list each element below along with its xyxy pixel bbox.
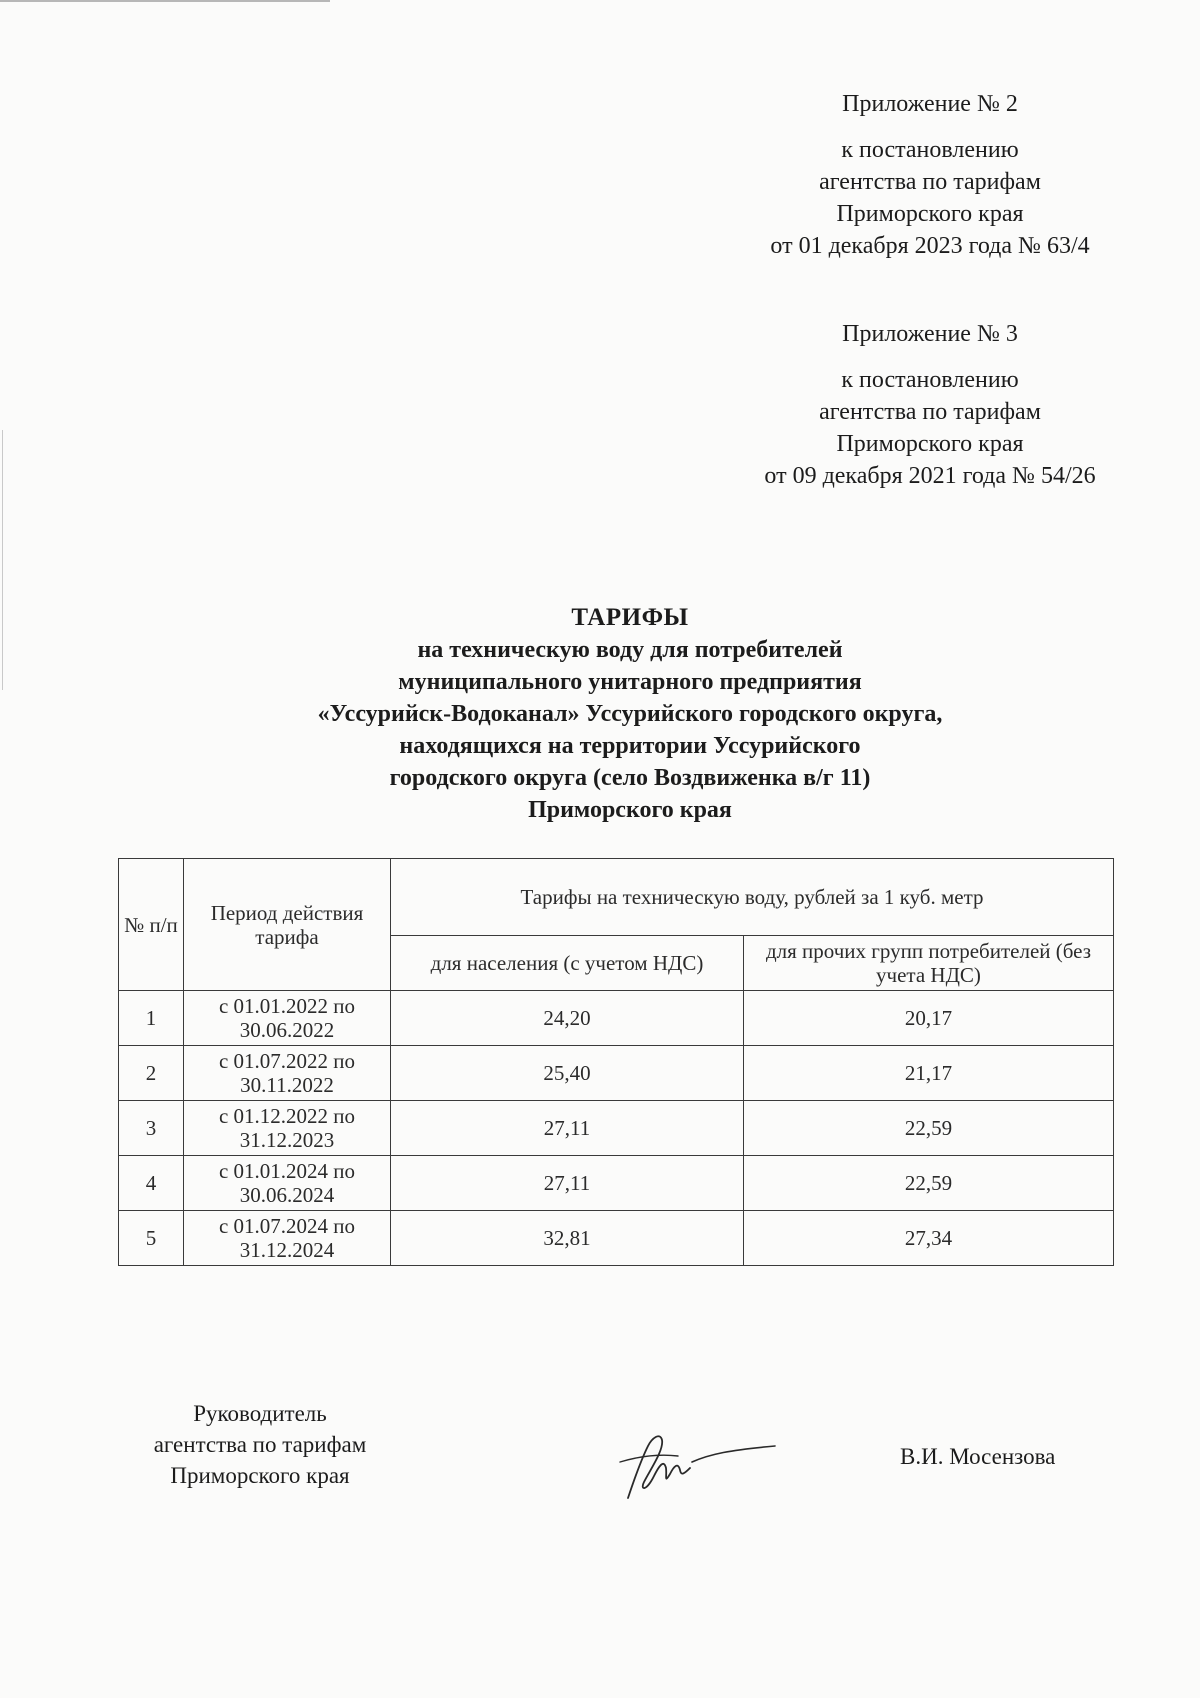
signatory-line: Руководитель	[193, 1401, 327, 1426]
header-num: № п/п	[119, 859, 184, 991]
scan-edge	[2, 430, 3, 690]
appendix-title: Приложение № 2	[842, 91, 1018, 117]
cell-population: 32,81	[391, 1211, 744, 1266]
cell-period: с 01.12.2022 по 31.12.2023	[184, 1101, 391, 1156]
table-row	[119, 1046, 1114, 1101]
cell-population: 27,11	[391, 1101, 744, 1156]
appendix-line: Приморского края	[836, 201, 1024, 227]
appendix-line: агентства по тарифам	[819, 169, 1041, 195]
title-line: Приморского края	[528, 797, 732, 823]
signatory-position	[110, 1398, 410, 1491]
cell-period: с 01.01.2024 по 30.06.2024	[184, 1156, 391, 1211]
appendix-line: к постановлению	[841, 367, 1019, 393]
title-line: муниципального унитарного предприятия	[398, 669, 862, 695]
cell-others: 21,17	[744, 1046, 1114, 1101]
cell-period: с 01.01.2022 по 30.06.2022	[184, 991, 391, 1046]
cell-others: 22,59	[744, 1101, 1114, 1156]
title-main: ТАРИФЫ	[571, 604, 689, 631]
appendix-line: агентства по тарифам	[819, 399, 1041, 425]
table-row	[119, 1211, 1114, 1266]
header-period: Период действия тарифа	[184, 859, 391, 991]
table-header-row	[119, 859, 1114, 936]
document-title	[160, 602, 1100, 826]
cell-others: 20,17	[744, 991, 1114, 1046]
appendix-title: Приложение № 3	[842, 321, 1018, 347]
cell-num: 1	[119, 991, 184, 1046]
title-line: городского округа (село Воздвиженка в/г 11)	[389, 765, 871, 791]
header-tariffs: Тарифы на техническую воду, рублей за 1 куб. метр	[391, 859, 1114, 936]
cell-period: с 01.07.2024 по 31.12.2024	[184, 1211, 391, 1266]
cell-population: 27,11	[391, 1156, 744, 1211]
appendix-date: от 09 декабря 2021 года № 54/26	[764, 463, 1096, 489]
cell-num: 3	[119, 1101, 184, 1156]
title-line: «Уссурийск-Водоканал» Уссурийского городского округа,	[317, 701, 943, 727]
appendix-line: к постановлению	[841, 137, 1019, 163]
appendix-block-2	[700, 88, 1160, 262]
table-row	[119, 1101, 1114, 1156]
cell-num: 4	[119, 1156, 184, 1211]
cell-num: 5	[119, 1211, 184, 1266]
tariff-table	[118, 858, 1114, 1266]
handwritten-signature	[600, 1410, 780, 1510]
appendix-date: от 01 декабря 2023 года № 63/4	[770, 233, 1090, 259]
cell-period: с 01.07.2022 по 30.11.2022	[184, 1046, 391, 1101]
table-row	[119, 1156, 1114, 1211]
appendix-line: Приморского края	[836, 431, 1024, 457]
title-line: на техническую воду для потребителей	[417, 637, 843, 663]
appendix-block-3	[700, 318, 1160, 492]
signatory-line: агентства по тарифам	[153, 1432, 367, 1457]
signatory-line: Приморского края	[170, 1463, 350, 1488]
title-line: находящихся на территории Уссурийского	[399, 733, 861, 759]
table-row	[119, 991, 1114, 1046]
header-others: для прочих групп потребителей (без учета НДС)	[744, 936, 1114, 991]
header-population: для населения (с учетом НДС)	[391, 936, 744, 991]
cell-num: 2	[119, 1046, 184, 1101]
scan-edge	[0, 0, 330, 2]
cell-others: 22,59	[744, 1156, 1114, 1211]
cell-population: 25,40	[391, 1046, 744, 1101]
signatory-name: В.И. Мосензова	[900, 1444, 1056, 1469]
cell-others: 27,34	[744, 1211, 1114, 1266]
cell-population: 24,20	[391, 991, 744, 1046]
